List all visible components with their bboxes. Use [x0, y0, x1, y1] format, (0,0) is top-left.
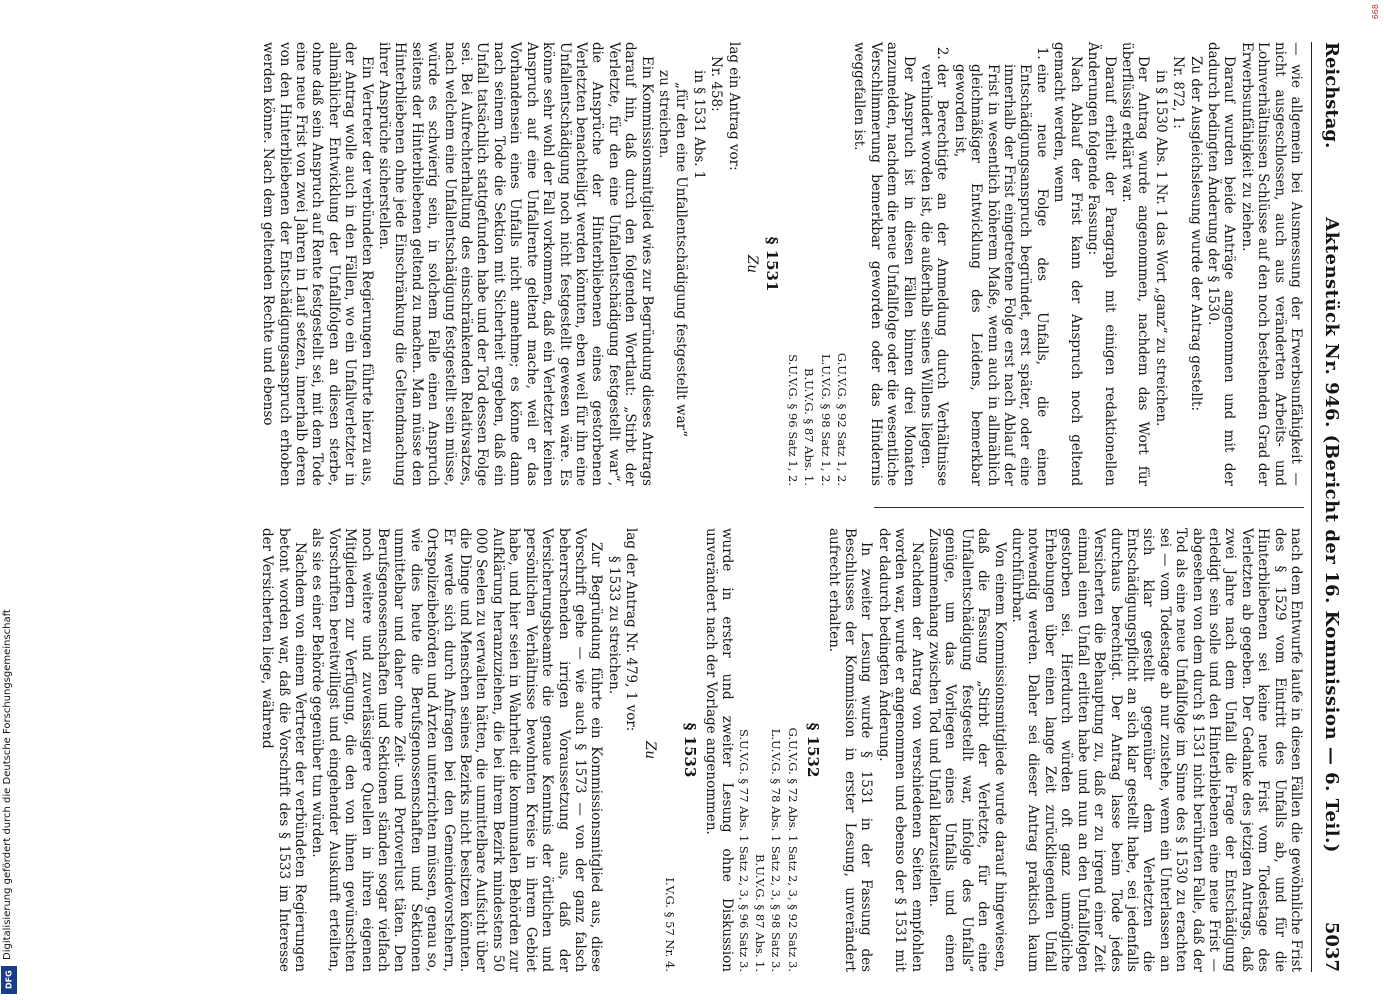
list-item: 2. der Berechtigte an der Anmeldung durch Verhältnisse verhindert worden ist, die außerhalb seines Willens liegen.	[918, 64, 951, 486]
page-number: 5037	[1321, 921, 1342, 972]
paragraph: Darauf wurden beide Anträge angenommen und mit der dadurch bedingten Änderung der § 1530.	[1204, 42, 1238, 486]
condition-list	[918, 42, 1050, 486]
law-reference: S.U.V.G. § 96 Satz 1, 2.	[785, 354, 800, 486]
header-title: Aktenstück Nr. 946. (Bericht der 16. Kommission — 6. Teil.)	[1321, 217, 1342, 853]
motion-quote: „für den eine Unfallentschädigung festgestellt war“	[673, 82, 690, 437]
law-reference: G.U.V.G. § 92 Satz 1, 2.	[835, 352, 850, 486]
zu-label: Zu	[744, 254, 760, 274]
motion-text: § 1533 zu streichen.	[605, 556, 622, 695]
dfg-logo: DFG	[1, 966, 17, 994]
scan-id: 668	[1371, 4, 1380, 20]
paragraph: Von einem Kommissionsmitgliede wurde darauf hingewiesen, daß die Fassung „Stirbt der Verletzte, für den eine Unfallentschädigung festgestellt war, infolge des Unfalls“ genüge, um das Vorliegen eines Unfalls und einen Zusammenhang zwischen Tod und Unfall klarzustellen.	[926, 528, 1008, 972]
paragraph: Nachdem der Antrag von verschiedenen Seiten empfohlen worden war, wurde er angenommen und ebenso der § 1531 mit der dadurch bedingten Änderung.	[875, 528, 925, 972]
paragraph: Zur Begründung führte ein Kommissionsmitglied aus, diese Vorschrift gehe — wie auch § 1573 — von der ganz falsch beherrschenden irrigen Voraussetzung aus, daß der Versicherungsbeamte die genaue Kenntnis der örtlichen und persönlichen Verhältnisse bewohnten Kreise in ihrem Gebiet habe, und hier seien in Wahrheit die kommunalen Behörden zur Aufklärung heranzuziehen, die bei ihrem Bezirk mindestens 50 000 Seelen zu verwalten hätten, die unmittelbare Aufsicht über die Dinge und Menschen seines Bezirks nicht besitzen könnten. Er werde sich durch Anfragen bei den Gemeindevorstehern, Ortspolizeibehörden und Ärzten unterrichten müssen, genau so, wie dies heute die Berufsgenossenschaften und Sektionen unmittelbar und daher ohne Zeit- und Portoverlust täten. Den Berufsgenossenschaften und Sektionen ständen sogar vielfach noch weitere und zuverlässigere Quellen in ihren eigenen Mitgliedern zur Verfügung, die den von ihnen gewünschten Vorschriften bereitwilligst und eingehender Auskunft erteilten, als sie es einer Behörde gegenüber tun würden.	[309, 528, 605, 972]
header-rule	[1311, 42, 1312, 972]
law-reference: I.V.G. § 57 Nr. 4.	[662, 877, 677, 972]
digitization-credit	[0, 0, 18, 1000]
page-header	[1316, 42, 1342, 972]
paragraph: Zu der Ausgleichslesung wurde der Antrag gestellt:	[1187, 56, 1204, 412]
motion-text: in § 1531 Abs. 1	[690, 70, 707, 180]
paragraph: Darauf erhielt der Paragraph mit einigen redaktionellen Änderungen folgende Fassung:	[1085, 42, 1118, 486]
paragraph: In zweiter Lesung wurde § 1531 in der Fassung des Beschlusses der Kommission in erster Lesung, unverändert aufrecht erhalten.	[825, 528, 875, 972]
paragraph: nach dem Entwurfe laufe in diesen Fällen die gewöhnliche Frist des § 1529 vom Eintritt des Unfalls ab, und für die Hinterbliebenen sei keine neue Frist vom Todestage des Verletzten ab gegeben. Der Gedanke des jetzigen Antrags, daß zwei Jahre nach dem Unfall die Frage der Entschädigung erledigt sein solle und den Hinterbliebenen eine neue Frist — abgesehen von dem durch § 1531 nicht berührten Falle, daß der Tod als eine neue Unfallfolge im Sinne des § 1530 zu erachten sei — vom Todestage ab nur zustehe, wenn ein Unterlassen an sich klar gestellt gegenüber dem Verletzten die Entschädigungspflicht an sich klar gestellt habe, sei jedenfalls durchaus berechtigt. Der Antrag lasse beim Tode jedes Versicherten die Behauptung zu, daß er zu irgend einer Zeit einmal einen Unfall erlitten habe und nun an den Unfallfolgen gestorben sei. Hierdurch würden oft ganz unmögliche Erhebungen über einen lange Zeit zurückliegenden Unfall notwendig werden. Daher sei dieser Antrag praktisch kaum durchführbar.	[1009, 528, 1304, 972]
paragraph: Nachdem von einem Vertreter der verbündeten Regierungen betont worden war, daß die Vorschrift des § 1533 im Interesse der Versicherten liege, während	[259, 528, 309, 972]
motion-ref: Nr. 458:	[708, 56, 725, 112]
paragraph: lag ein Antrag vor:	[725, 42, 742, 171]
law-reference: L.U.V.G. § 78 Abs. 1 Satz 2, 3, § 98 Satz 3.	[769, 728, 784, 972]
motion-text: zu streichen.	[655, 70, 672, 159]
header-left: Reichstag.	[1321, 42, 1342, 149]
motion-ref: Nr. 872, 1:	[1170, 56, 1187, 129]
section-heading: § 1532	[804, 722, 823, 778]
law-reference: L.U.V.G. § 98 Satz 1, 2.	[818, 354, 833, 486]
paragraph: Ein Vertreter der verbündeten Regierungen führte hierzu aus, der Antrag wolle auch in den Fällen, wo ein Unfallverletzter in allmählicher Entwicklung der Unfallfolgen an diesen sterbe, ohne daß sein Anspruch auf Rente festgestellt sei, mit dem Tode eine neue Frist von zwei Jahren in Lauf setzen, innerhalb deren von den Hinterbliebenen der Entschädigungsanspruch erhoben werden könne. Nach dem geltenden Rechte und ebenso	[260, 42, 375, 486]
paragraph: Der Anspruch ist in diesen Fällen binnen drei Monaten anzumelden, nachdem die neue Unfallfolge oder die wesentliche Verschlimmerung bemerkbar geworden oder das Hindernis weggefallen ist.	[851, 42, 917, 486]
section-heading: § 1531	[763, 236, 782, 292]
law-reference: B.U.V.G. § 87 Abs. 1.	[802, 368, 817, 486]
document-page	[78, 42, 1342, 972]
motion-text: in § 1530 Abs. 1 Nr. 1 das Wort „ganz“ zu streichen.	[1152, 70, 1169, 427]
right-column	[258, 528, 1304, 972]
paragraph: Nach Ablauf der Frist kann der Anspruch noch geltend gemacht werden, wenn	[1051, 42, 1084, 486]
law-reference: B.U.V.G. § 87 Abs. 1.	[753, 854, 767, 972]
credit-text: Digitalisierung gefördert durch die Deutsche Forschungsgemeinschaft	[2, 609, 13, 960]
left-column	[259, 42, 1304, 486]
zu-label: Zu	[641, 740, 658, 760]
paragraph: — wie allgemein bei Ausmessung der Erwerbsunfähigkeit — nicht ausgeschlossen, auch aus veränderten Arbeits- und Lohnverhältnissen Schlüsse auf den noch bestehenden Grad der Erwerbsunfähigkeit zu ziehen.	[1238, 42, 1304, 486]
paragraph: Der Antrag wurde angenommen, nachdem das Wort für überflüssig erklärt war.	[1118, 42, 1152, 486]
paragraph: wurde in erster und zweiter Lesung ohne Diskussion unverändert nach der Vorlage angenommen.	[702, 528, 736, 972]
paragraph: Ein Kommissionsmitglied wies zur Begründung dieses Antrags darauf hin, daß durch den folgenden Wortlaut: „Stirbt der Verletzte, für den eine Unfallentschädigung festgestellt war“, die Ansprüche der Hinterbliebenen eines gestorbenen Verletzten benachteiligt werden könnten, eben weil für ihn eine Unfallentschädigung noch nicht festgestellt gewesen wäre. Es könne sehr wohl der Fall vorkommen, daß ein Verletzter keinen Anspruch auf eine Unfallrente geltend mache, weil er das Vorhandensein eines Unfalls nicht annehme; es könne dann nach seinem Tode die Sektion mit Sicherheit ergeben, daß ein Unfall tatsächlich stattgefunden habe und der Tod dessen Folge sei. Bei Aufrechterhaltung des einschränkenden Relativsatzes, nach welchem eine Unfallentschädigung festgestellt sein müsse, würde es schwierig sein, in solchem Falle einen Anspruch seitens der Hinterbliebenen geltend zu machen. Man müsse den Hinterbliebenen ohne jede Einschränkung die Geltendmachung ihrer Ansprüche sicherstellen.	[376, 42, 655, 486]
law-reference: S.U.V.G. § 77 Abs. 1 Satz 2, 3, § 96 Satz 3.	[736, 728, 751, 972]
section-heading: § 1533	[681, 722, 700, 778]
law-reference: G.U.V.G. § 72 Abs. 1 Satz 2, 3, § 92 Satz 3.	[785, 727, 800, 972]
column-divider	[874, 507, 1304, 508]
paragraph: lag der Antrag Nr. 479, 1 vor:	[623, 528, 640, 732]
list-item: 1. eine neue Folge des Unfalls, die einen Entschädigungsanspruch begründet, erst später, oder eine innerhalb der Frist eingetretene Folge erst nach Ablauf der Frist in wesentlich höherem Maße, wenn auch in allmählich gleichmäßiger Entwicklung des Leidens, bemerkbar geworden ist,	[951, 64, 1049, 486]
